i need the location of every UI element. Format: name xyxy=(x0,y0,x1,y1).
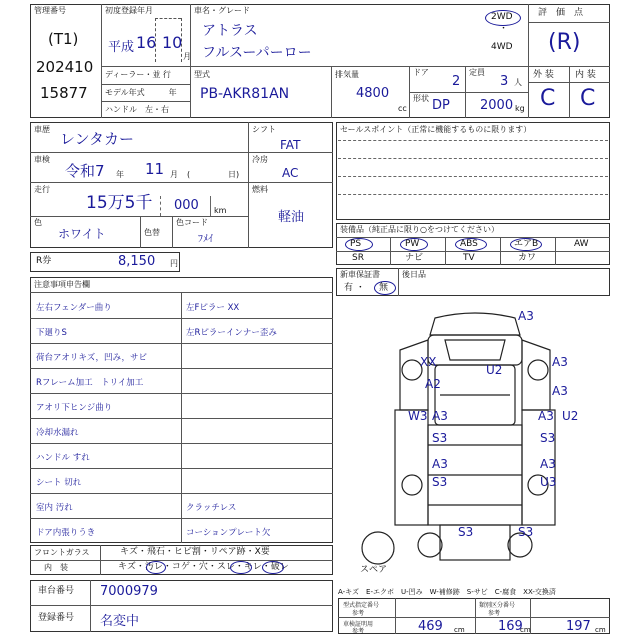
cert-ref: 参考 xyxy=(352,628,365,635)
shape-label: 形状 xyxy=(413,94,429,103)
mileage-unit: km xyxy=(214,206,227,215)
load-unit: kg xyxy=(515,104,525,113)
mileage-value: 15万5千 xyxy=(86,193,153,213)
divider xyxy=(30,318,333,319)
eval-label: 評 価 点 xyxy=(538,8,584,18)
ac-label: 冷房 xyxy=(252,155,268,164)
left-cab-side xyxy=(400,340,428,410)
chassis-block xyxy=(30,580,333,632)
length-unit: cm xyxy=(454,626,465,634)
capacity-unit: 人 xyxy=(514,78,522,87)
color-replace-label: 色替 xyxy=(144,228,160,237)
width-value: 169 xyxy=(498,619,523,634)
damage-mark: U2 xyxy=(486,363,503,377)
divider xyxy=(210,196,211,216)
recycle-block xyxy=(30,252,180,272)
note-right: コーションプレート欠 xyxy=(186,528,271,538)
eq-abs: ABS xyxy=(460,239,478,249)
damage-mark: U2 xyxy=(562,409,579,423)
shift-value: FAT xyxy=(280,138,301,152)
divider xyxy=(30,443,333,444)
divider xyxy=(445,237,446,265)
recycle-label: R券 xyxy=(36,256,52,266)
sales-point-label: セールスポイント（正常に機能するものに限ります） xyxy=(340,125,532,134)
glass-label: フロントガラス xyxy=(34,548,90,557)
damage-mark: S3 xyxy=(458,525,474,539)
type-cert-ref: 参考 xyxy=(352,610,365,617)
displacement-unit: cc xyxy=(398,104,407,113)
divider xyxy=(331,66,332,118)
tear-circle xyxy=(262,561,284,574)
divider xyxy=(248,152,333,153)
mileage-label: 走行 xyxy=(34,185,50,194)
cab-roof-top xyxy=(430,313,520,335)
shape-value: DP xyxy=(432,98,450,113)
displacement-label: 排気量 xyxy=(335,70,359,79)
divider xyxy=(30,493,333,494)
drive-2wd: 2WD xyxy=(491,12,513,22)
fuel-value: 軽油 xyxy=(278,210,305,225)
interior-text: キズ・汚レ・コゲ・穴・スレ・キレ・破レ xyxy=(118,562,289,572)
eq-airbag: エアB xyxy=(514,239,539,249)
divider xyxy=(30,368,333,369)
note-left: 荷台アオリキズ，凹み，サビ xyxy=(36,353,148,363)
sales-point-block xyxy=(336,122,610,220)
cert-label: 車検証明用 xyxy=(343,621,374,628)
windshield xyxy=(445,340,505,360)
length-value: 469 xyxy=(418,619,443,634)
divider xyxy=(100,545,101,575)
divider xyxy=(30,152,248,153)
divider xyxy=(30,216,248,217)
damage-mark: W3 xyxy=(408,409,428,423)
divider xyxy=(172,216,173,248)
width-unit: cm xyxy=(520,626,531,634)
mgmt-line3: 15877 xyxy=(40,84,88,102)
divider xyxy=(30,393,333,394)
ac-value: AC xyxy=(282,166,299,180)
notes-label: 注意事項申告欄 xyxy=(34,280,90,289)
divider xyxy=(101,101,190,102)
mgmt-line2: 202410 xyxy=(36,58,94,76)
divider xyxy=(475,598,476,634)
divider xyxy=(30,518,333,519)
interior-label: 内 装 xyxy=(44,563,68,572)
divider xyxy=(336,251,610,252)
divider xyxy=(101,84,190,85)
registration-value: 名変中 xyxy=(100,614,140,629)
model-year-label: モデル年式 年 xyxy=(105,88,177,97)
damage-mark: A3 xyxy=(552,355,568,369)
door-value: 2 xyxy=(452,74,461,89)
height-value: 197 xyxy=(566,619,591,634)
note-right: 左Fピラー XX xyxy=(186,303,240,313)
divider xyxy=(398,268,399,296)
inspection-paren: ( xyxy=(187,170,191,179)
left-rear-wheel xyxy=(402,475,422,495)
inspection-label: 車検 xyxy=(34,155,50,164)
drive-dot: ・ xyxy=(499,24,509,34)
glass-text: キズ・飛石・ヒビ割・リペア跡・X要 xyxy=(120,547,270,557)
divider xyxy=(390,237,391,265)
warranty-options: 有 ・ xyxy=(344,283,365,293)
damage-mark: U3 xyxy=(540,475,557,489)
scuff-circle xyxy=(230,561,252,574)
note-left: アオリ下ヒンジ曲り xyxy=(36,403,113,413)
right-cab-side xyxy=(522,340,550,410)
divider xyxy=(155,18,156,62)
divider xyxy=(555,237,556,265)
model-label: 型式 xyxy=(194,70,210,79)
capacity-label: 定員 xyxy=(469,68,485,77)
inspection-day-unit: 日) xyxy=(228,170,240,179)
damage-mark: A3 xyxy=(552,384,568,398)
equipment-label: 装備品（純正品に限り○をつけてください） xyxy=(340,225,499,234)
divider xyxy=(30,418,333,419)
damage-mark: A3 xyxy=(432,457,448,471)
divider xyxy=(160,196,161,216)
fuel-label: 燃料 xyxy=(252,185,268,194)
note-left: 室内 汚れ xyxy=(36,503,73,513)
divider xyxy=(155,18,181,19)
chassis-value: 7000979 xyxy=(100,584,158,599)
divider xyxy=(500,237,501,265)
divider xyxy=(101,66,610,67)
handle-label: ハンドル 左・右 xyxy=(105,105,169,114)
chassis-label: 車台番号 xyxy=(38,586,75,596)
divider xyxy=(30,560,333,561)
dirt-circle xyxy=(146,561,166,574)
height-unit: cm xyxy=(595,626,606,634)
divider xyxy=(569,66,570,118)
later-items-label: 後日品 xyxy=(402,270,426,279)
exterior-grade: C xyxy=(540,86,556,111)
shift-label: シフト xyxy=(252,125,276,134)
divider xyxy=(30,605,333,606)
first-reg-year: 16 xyxy=(136,33,157,52)
damage-mark: A3 xyxy=(432,409,448,423)
type-cert-label: 型式指定番号 xyxy=(343,602,380,609)
divider xyxy=(528,22,610,23)
car-name: アトラス xyxy=(202,23,258,39)
inspection-year-unit: 年 xyxy=(116,170,124,179)
door-label: ドア xyxy=(413,68,429,77)
divider xyxy=(190,66,191,118)
divider xyxy=(409,92,528,93)
rear-panel xyxy=(440,525,510,560)
note-left: 左右フェンダー曲り xyxy=(36,303,112,313)
divider xyxy=(338,158,608,159)
model-value: PB-AKR81AN xyxy=(200,86,290,102)
note-right: クラッチレス xyxy=(186,503,237,513)
damage-mark: S3 xyxy=(518,525,534,539)
left-rear-tire xyxy=(418,533,442,557)
divider xyxy=(30,182,333,183)
note-left: 冷却水漏れ xyxy=(36,428,79,438)
car-name-label: 車名・グレード xyxy=(194,6,250,15)
car-grade: フルスーパーロー xyxy=(202,45,312,61)
exterior-label: 外 装 xyxy=(533,70,554,80)
spare-tire xyxy=(362,532,394,564)
divider xyxy=(248,122,249,248)
inspection-era: 令和7 xyxy=(65,162,105,180)
divider xyxy=(395,598,396,634)
damage-mark: S3 xyxy=(432,431,448,445)
month-unit: 月 xyxy=(183,52,191,61)
eq-aw: AW xyxy=(574,239,589,249)
color-code-label: 色コード xyxy=(176,218,208,227)
first-reg-month: 10 xyxy=(162,33,183,52)
warranty-selected: 無 xyxy=(379,283,389,293)
divider xyxy=(528,82,610,83)
class-ref: 参考 xyxy=(488,610,501,617)
right-front-wheel xyxy=(528,360,548,380)
first-reg-label: 初度登録年月 xyxy=(105,6,153,15)
eq-ps: PS xyxy=(350,239,362,249)
first-reg-era: 平成 xyxy=(108,40,135,55)
eq-tv: TV xyxy=(463,253,475,263)
displacement-value: 4800 xyxy=(356,86,390,101)
damage-mark: A3 xyxy=(540,457,556,471)
divider xyxy=(338,617,610,618)
color-value: ホワイト xyxy=(58,227,106,241)
recycle-value: 8,150 xyxy=(118,254,156,269)
eq-leather: カワ xyxy=(518,253,537,263)
load-value: 2000 xyxy=(480,98,514,113)
divider xyxy=(338,194,608,195)
damage-mark: XX xyxy=(420,355,437,369)
interior-label: 内 装 xyxy=(575,70,596,80)
recycle-unit: 円 xyxy=(170,259,178,268)
color-label: 色 xyxy=(34,218,42,227)
damage-mark: A3 xyxy=(538,409,554,423)
color-code-value: ﾌﾒｲ xyxy=(198,234,213,245)
history-value: レンタカー xyxy=(60,130,135,148)
mgmt-line1: (T1) xyxy=(48,30,79,48)
damage-mark: S3 xyxy=(540,431,556,445)
dealer-label: ディーラー・並 行 xyxy=(105,70,171,79)
mileage-sub: 000 xyxy=(174,198,199,213)
eq-sr: SR xyxy=(352,253,364,263)
note-left: シート 切れ xyxy=(36,478,82,488)
left-bed-side xyxy=(395,410,428,525)
drive-4wd: 4WD xyxy=(491,42,513,52)
damage-mark: A3 xyxy=(518,309,534,323)
capacity-value: 3 xyxy=(500,74,509,89)
inspection-month: 11 xyxy=(145,160,165,178)
divider xyxy=(30,468,333,469)
divider xyxy=(90,580,91,632)
damage-legend: A-キズ E-エクボ U-凹み W-補修跡 S-サビ C-腐食 XX-交換済 xyxy=(338,588,556,596)
inspection-month-unit: 月 xyxy=(170,170,178,179)
history-label: 車歴 xyxy=(34,125,50,134)
note-left: ハンドル すれ xyxy=(36,453,90,463)
damage-mark: A2 xyxy=(425,377,441,391)
eq-pw: PW xyxy=(405,239,420,249)
warranty-label: 新車保証書 xyxy=(340,270,380,279)
spare-label: スペア xyxy=(360,565,388,575)
divider xyxy=(30,343,333,344)
note-left: 下廻りS xyxy=(36,328,67,338)
damage-mark: S3 xyxy=(432,475,448,489)
divider xyxy=(338,140,608,141)
note-left: ドア内張りうき xyxy=(36,528,96,538)
eval-value: (R) xyxy=(548,30,581,55)
divider xyxy=(140,216,141,248)
class-label: 類別区分番号 xyxy=(479,602,516,609)
left-front-wheel xyxy=(402,360,422,380)
registration-label: 登録番号 xyxy=(38,613,75,623)
divider xyxy=(338,176,608,177)
vehicle-diagram xyxy=(340,300,610,590)
mgmt-label: 管理番号 xyxy=(34,6,66,15)
note-right: 左Rピラーインナー歪み xyxy=(186,328,277,338)
interior-grade: C xyxy=(580,86,596,111)
note-left: Rフレーム加工 トリイ加工 xyxy=(36,378,144,388)
eq-navi: ナビ xyxy=(405,253,424,263)
